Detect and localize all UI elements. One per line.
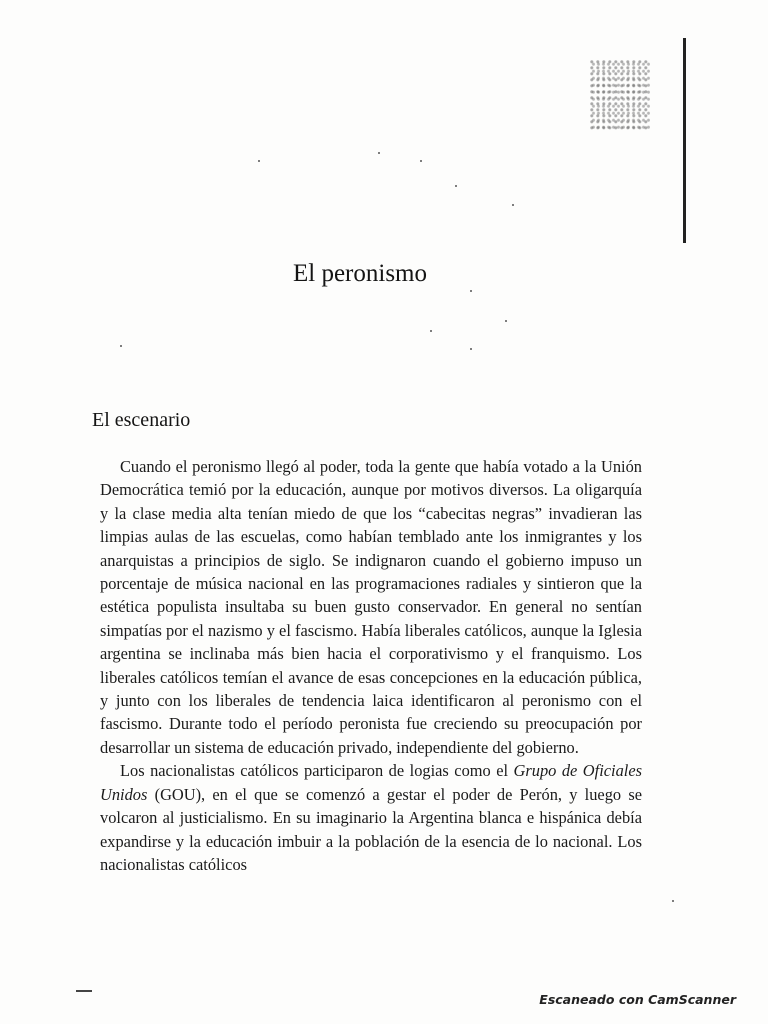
scan-speckle	[512, 204, 514, 206]
page-edge-shadow	[683, 38, 686, 243]
chapter-title	[0, 260, 720, 288]
scan-speckle	[258, 160, 260, 162]
section-heading: El escenario	[92, 409, 191, 431]
italic-term: Grupo de Oficiales Unidos	[100, 761, 642, 804]
scan-mark	[76, 990, 92, 992]
scan-speckle	[470, 348, 472, 350]
scan-speckle	[430, 330, 432, 332]
paragraph: Los nacionalistas católicos participaron de logias como el Grupo de Oficiales Unidos (GOU), en el que se comenzó a gestar el poder de Perón, y luego se volcaron al justicialismo. En su imaginario la Argentina blanca e hispánica debía expandirse y la educación imbuir a la población de la esencia de lo nacional. Los nacionalistas católicos	[100, 761, 642, 874]
scan-speckle	[378, 152, 380, 154]
scan-speckle	[505, 320, 507, 322]
paragraph: Cuando el peronismo llegó al poder, toda la gente que había votado a la Unión Democrática temió por la educación, aunque por motivos diversos. La oligarquía y la clase media alta tenían miedo de que los “cabecitas negras” invadieran las limpias aulas de las escuelas, como habían temblado ante los inmigrantes y los anarquistas a principios de siglo. Se indignaron cuando el gobierno impuso un porcentaje de música nacional en las programaciones radiales y sintieron que la estética populista insultaba su buen gusto conservador. En general no sentían simpatías por el nazismo y el fascismo. Había liberales católicos, aunque la Iglesia argentina se inclinaba más bien hacia el corporativismo y el franquismo. Los liberales católicos temían el avance de esas concepciones en la educación pública, y junto con los liberales de tendencia laica identificaron al peronismo con el fascismo. Durante todo el período peronista fue creciendo su preocupación por desarrollar un sistema de educación privado, independiente del gobierno.	[100, 457, 642, 757]
scan-speckle	[455, 185, 457, 187]
scan-speckle	[120, 345, 122, 347]
scan-speckle	[420, 160, 422, 162]
scan-smudge	[590, 60, 650, 130]
chapter-title-text: El peronismo	[292, 260, 427, 287]
body-text	[100, 455, 642, 876]
scan-speckle	[672, 900, 674, 902]
scan-speckle	[470, 290, 472, 292]
scanner-watermark: Escaneado con CamScanner	[539, 992, 736, 1007]
